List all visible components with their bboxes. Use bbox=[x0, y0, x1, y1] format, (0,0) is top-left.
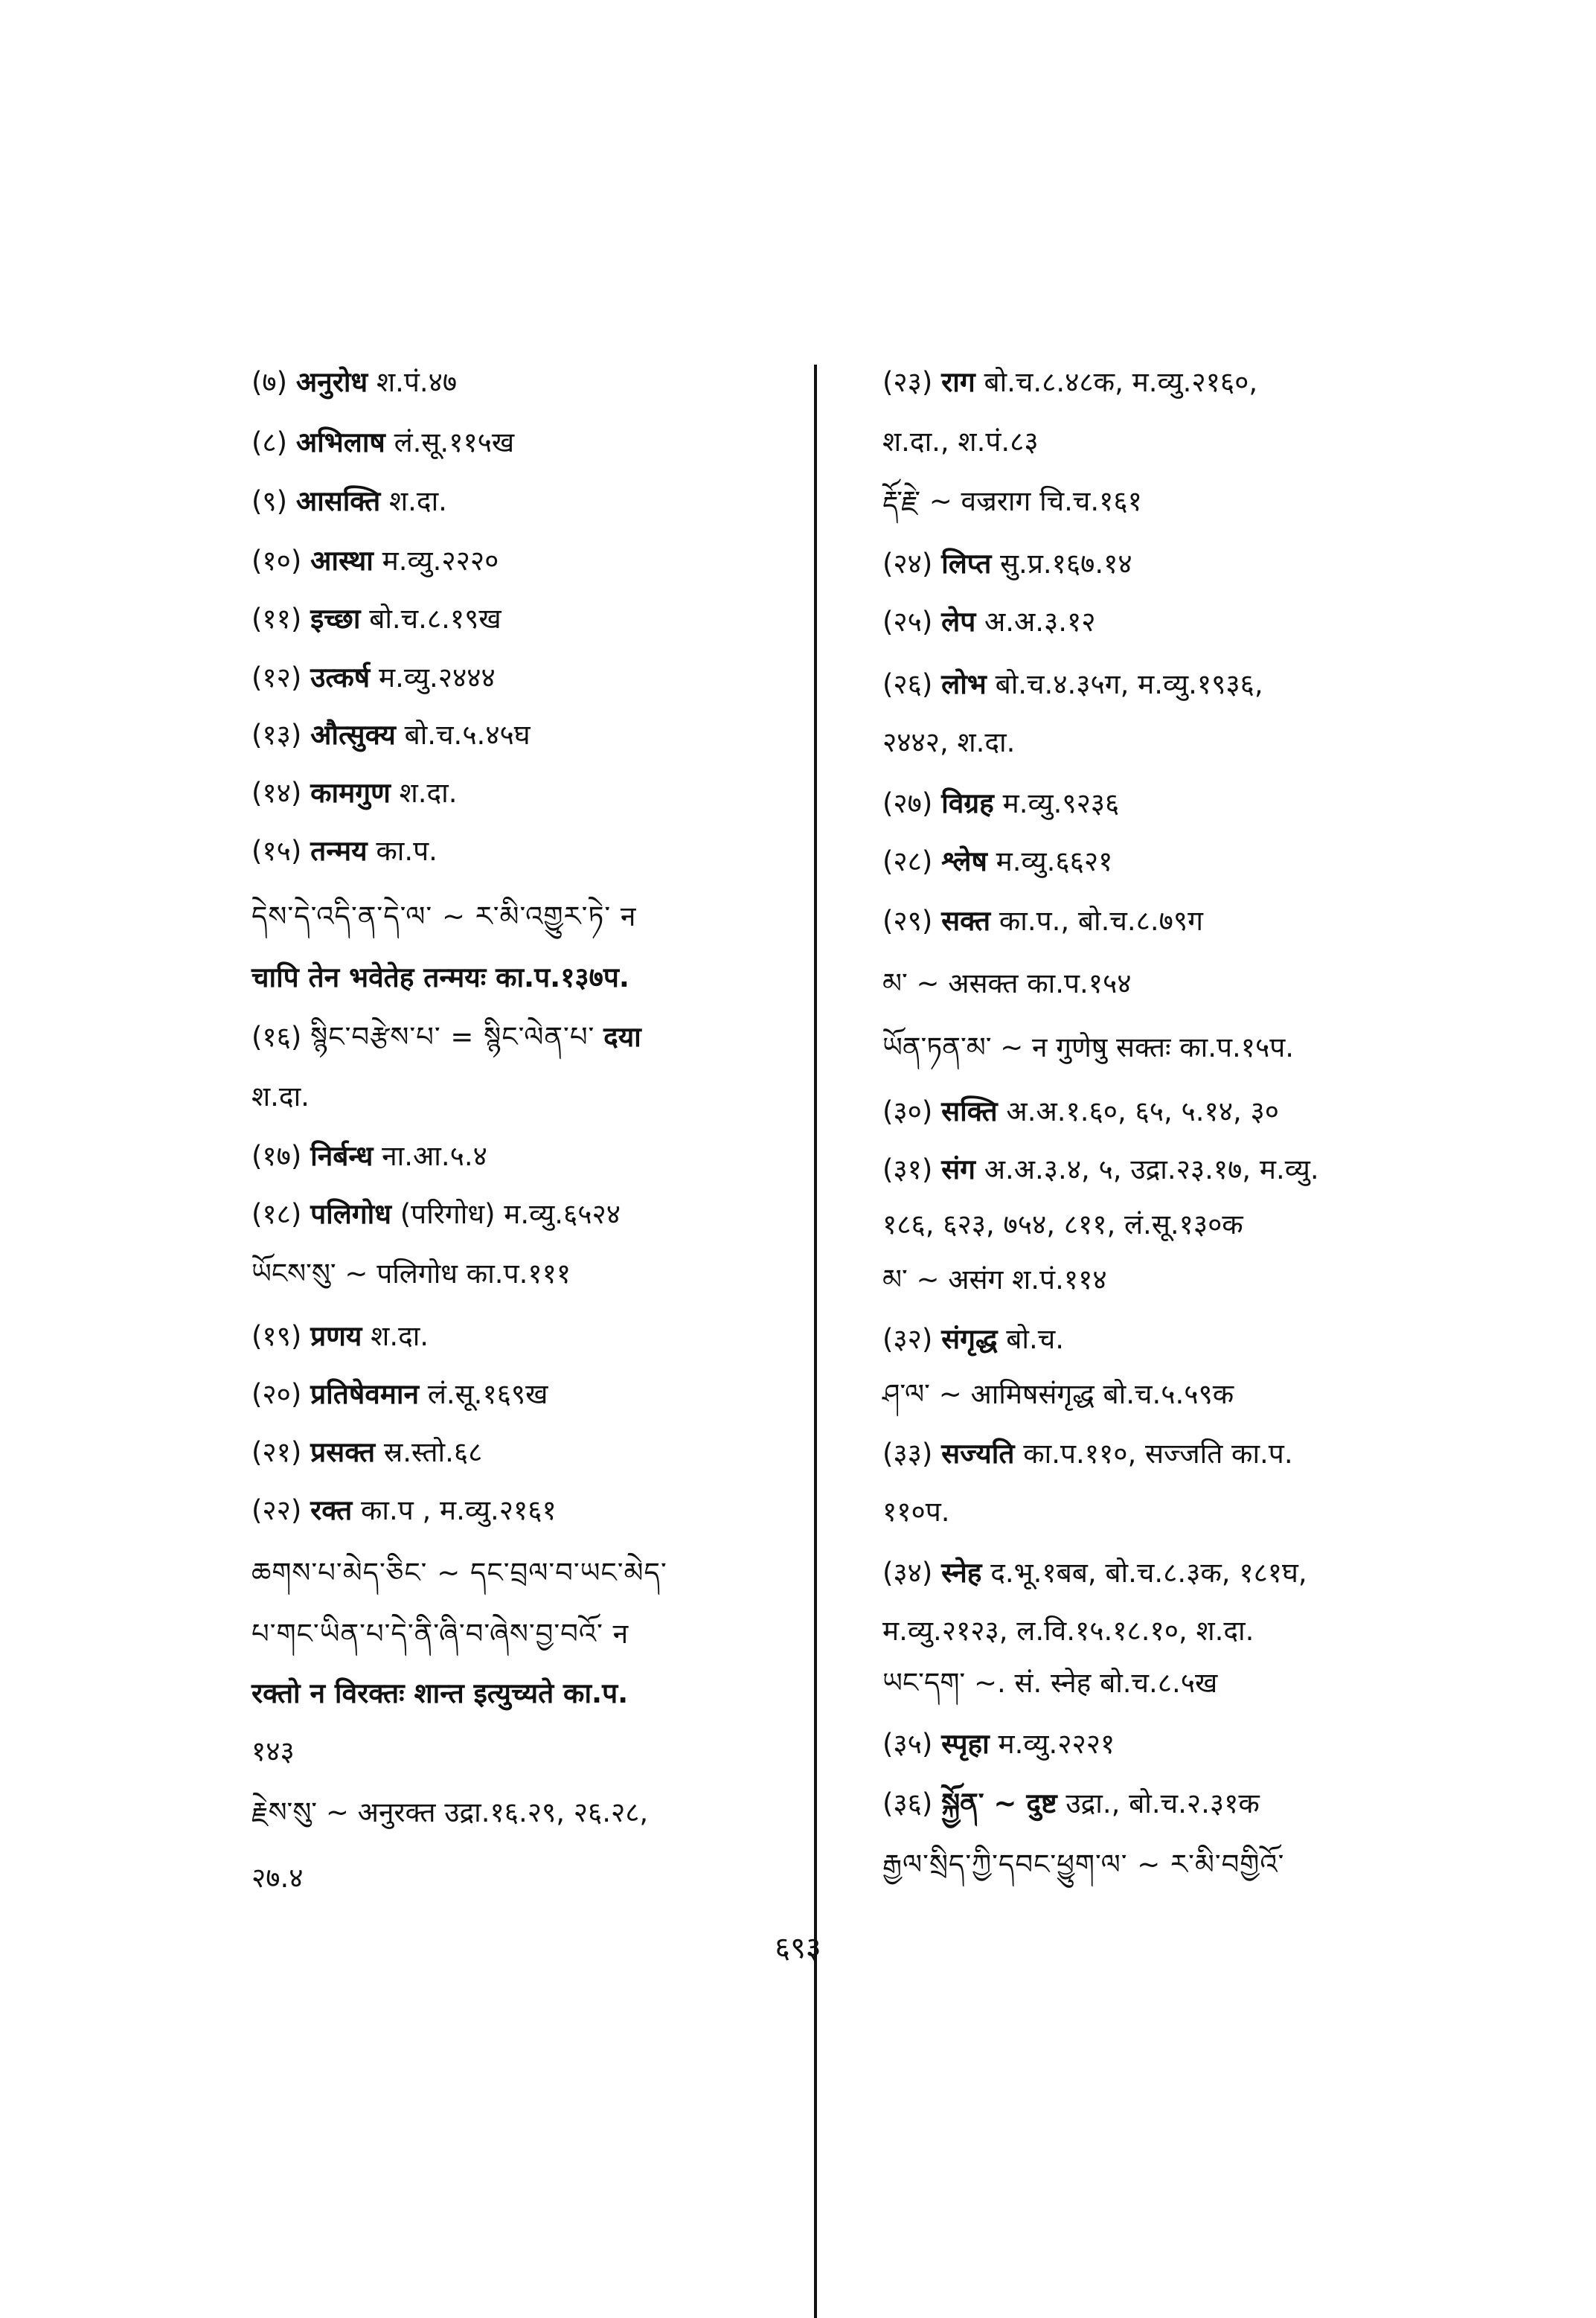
entry-36 bbox=[882, 1786, 1260, 1822]
entry-reference: बो.च. bbox=[1006, 1323, 1065, 1355]
entry-number: (९) bbox=[251, 485, 288, 517]
entry-headword: लोभ bbox=[941, 668, 987, 700]
subentry-line: མ་ ~ असंग श.पं.११४ bbox=[882, 1264, 1107, 1296]
entry-number: (१४) bbox=[251, 777, 302, 809]
entry-number: (२७) bbox=[882, 787, 933, 819]
entry-15 bbox=[251, 833, 438, 869]
entry-number: (३०) bbox=[882, 1095, 933, 1127]
entry-headword: विग्रह bbox=[941, 787, 994, 819]
entry-reference: श.दा. bbox=[389, 485, 447, 517]
entry-reference: लं.सू.१६९ख bbox=[427, 1378, 548, 1410]
entry-number: (१०) bbox=[251, 545, 302, 577]
entry-number: (१२) bbox=[251, 662, 302, 694]
continuation-line: ११०प. bbox=[882, 1496, 950, 1528]
entry-reference: का.प. bbox=[376, 835, 438, 867]
entry-number: (१३) bbox=[251, 719, 302, 751]
entry-35 bbox=[882, 1726, 1115, 1762]
entry-reference: ना.आ.५.४ bbox=[382, 1140, 487, 1172]
entry-30 bbox=[882, 1094, 1279, 1130]
continuation-line: १४३ bbox=[251, 1735, 295, 1767]
entry-reference: द.भू.१बब, बो.च.८.३क, १८१घ, bbox=[990, 1557, 1307, 1589]
entry-headword: लिप्त bbox=[941, 548, 992, 580]
entry-24 bbox=[882, 546, 1132, 582]
entry-reference: श.पं.४७ bbox=[376, 366, 458, 398]
entry-headword: प्रसक्त bbox=[310, 1436, 376, 1468]
entry-headword: संग bbox=[941, 1153, 975, 1185]
entry-28 bbox=[882, 844, 1112, 880]
entry-headword: पलिगोध bbox=[310, 1198, 391, 1230]
continuation-line: श.दा. bbox=[251, 1080, 310, 1112]
entry-number: (८) bbox=[251, 426, 288, 458]
entry-11 bbox=[251, 601, 501, 637]
entry-headword: प्रतिषेवमान bbox=[310, 1378, 420, 1410]
entry-number: (११) bbox=[251, 603, 302, 635]
entry-14 bbox=[251, 775, 458, 811]
entry-number: (२४) bbox=[882, 548, 933, 580]
entry-9 bbox=[251, 484, 447, 519]
sanskrit-example-line: रक्तो न विरक्तः शान्त इत्युच्यते का.प. bbox=[251, 1677, 629, 1709]
continuation-line: म.व्यु.२१२३, ल.वि.१५.१८.१०, श.दा. bbox=[882, 1615, 1254, 1647]
entry-13 bbox=[251, 717, 531, 753]
entry-reference: दया bbox=[603, 1021, 641, 1053]
entry-number: (१६) bbox=[251, 1021, 302, 1053]
entry-headword: रक्त bbox=[310, 1494, 353, 1526]
entry-headword: སྙིང་བརྩེས་པ་ = སྙིང་ལེན་པ་ bbox=[310, 1021, 595, 1053]
entry-21 bbox=[251, 1435, 482, 1470]
entry-headword: स्नेह bbox=[941, 1557, 982, 1589]
continuation-line: २७.४ bbox=[251, 1862, 304, 1894]
continuation-line: १८६, ६२३, ७५४, ८११, लं.सू.१३०क bbox=[882, 1208, 1243, 1240]
subentry-line: ཡོན་ཏན་མ་ ~ न गुणेषु सक्तः का.प.१५प. bbox=[882, 1031, 1294, 1063]
entry-reference: (परिगोध) म.व्यु.६५२४ bbox=[400, 1198, 621, 1230]
entry-headword: सज्यति bbox=[941, 1438, 1015, 1470]
entry-headword: उत्कर्ष bbox=[310, 662, 371, 694]
entry-number: (१९) bbox=[251, 1320, 302, 1352]
sanskrit-example-line: चापि तेन भवेतेह तन्मयः का.प.१३७प. bbox=[251, 961, 629, 993]
entry-number: (३३) bbox=[882, 1438, 933, 1470]
entry-number: (२०) bbox=[251, 1378, 302, 1410]
entry-reference: म.व्यु.६६२१ bbox=[996, 845, 1113, 877]
entry-reference: म.व्यु.२२२१ bbox=[998, 1728, 1115, 1760]
continuation-line: श.दा., श.पं.८३ bbox=[882, 426, 1039, 458]
entry-reference: अ.अ.३.१२ bbox=[984, 606, 1096, 638]
entry-number: (२३) bbox=[882, 366, 933, 398]
entry-reference: बो.च.४.३५ग, म.व्यु.१९३६, bbox=[995, 668, 1263, 700]
entry-headword: राग bbox=[941, 366, 975, 398]
entry-23 bbox=[882, 365, 1257, 400]
entry-number: (१५) bbox=[251, 835, 302, 867]
entry-reference: लं.सू.११५ख bbox=[394, 426, 515, 458]
entry-12 bbox=[251, 660, 496, 696]
entry-number: (३६) bbox=[882, 1787, 933, 1819]
entry-number: (१८) bbox=[251, 1198, 302, 1230]
entry-16 bbox=[251, 1019, 641, 1055]
entry-reference: सु.प्र.१६७.१४ bbox=[1000, 548, 1132, 580]
entry-headword: आसक्ति bbox=[295, 485, 381, 517]
tibetan-example-line: དེས་དེ་འདི་ན་དེ་ལ་ ~ ར་མི་འགྱུར་ཏེ་ न bbox=[251, 900, 637, 932]
entry-reference: अ.अ.१.६०, ६५, ५.१४, ३० bbox=[1006, 1095, 1279, 1127]
entry-reference: श.दा. bbox=[371, 1320, 429, 1352]
entry-26 bbox=[882, 667, 1263, 702]
entry-headword: इच्छा bbox=[310, 603, 361, 635]
entry-headword: आस्था bbox=[310, 545, 374, 577]
entry-reference: उद्रा., बो.च.२.३१क bbox=[1065, 1787, 1260, 1819]
entry-10 bbox=[251, 543, 499, 579]
entry-number: (२५) bbox=[882, 606, 933, 638]
subentry-line: རྗེས་སུ་ ~ अनुरक्त उद्रा.१६.२९, २६.२८, bbox=[251, 1796, 649, 1828]
entry-number: (२२) bbox=[251, 1494, 302, 1526]
entry-reference: श.दा. bbox=[399, 777, 458, 809]
entry-headword: संगृद्ध bbox=[941, 1323, 998, 1355]
entry-31 bbox=[882, 1152, 1319, 1188]
entry-reference: स्र.स्तो.६८ bbox=[383, 1436, 483, 1468]
entry-headword: कामगुण bbox=[310, 777, 391, 809]
entry-number: (२९) bbox=[882, 905, 933, 937]
entry-reference: बो.च.८.४८क, म.व्यु.२१६०, bbox=[984, 366, 1258, 398]
entry-20 bbox=[251, 1377, 548, 1412]
tibetan-example-line: ཆགས་པ་མེད་ཅིང་ ~ དང་བྲལ་བ་ཡང་མེད་ bbox=[251, 1557, 667, 1589]
entry-number: (३५) bbox=[882, 1728, 933, 1760]
entry-number: (१७) bbox=[251, 1140, 302, 1172]
entry-number: (७) bbox=[251, 366, 288, 398]
entry-18 bbox=[251, 1197, 621, 1232]
entry-number: (२६) bbox=[882, 668, 933, 700]
entry-reference: बो.च.५.४५घ bbox=[404, 719, 531, 751]
tibetan-example-line: རྒྱལ་སྲིད་ཀྱི་དབང་ཕྱུག་ལ་ ~ ར་མི་བགྱིའོ་ bbox=[882, 1848, 1285, 1880]
entry-headword: स्पृहा bbox=[941, 1728, 990, 1760]
page-number: ६९३ bbox=[775, 1931, 821, 1965]
entry-27 bbox=[882, 786, 1119, 822]
subentry-line: ཤ་ལ་ ~ आमिषसंगृद्ध बो.च.५.५९क bbox=[882, 1378, 1234, 1410]
entry-22 bbox=[251, 1493, 557, 1528]
subentry-line: རྡོ་རྗེ་ ~ वज्रराग चि.च.१६१ bbox=[882, 485, 1142, 517]
subentry-line: ཡང་དག་ ~. सं. स्नेह बो.च.८.५ख bbox=[882, 1667, 1218, 1699]
entry-19 bbox=[251, 1319, 429, 1354]
entry-headword: लेप bbox=[941, 606, 976, 638]
entry-reference: बो.च.८.१९ख bbox=[369, 603, 501, 635]
entry-number: (३१) bbox=[882, 1153, 933, 1185]
entry-32 bbox=[882, 1322, 1064, 1357]
entry-headword: सक्त bbox=[941, 905, 991, 937]
tibetan-example-line: པ་གང་ཡིན་པ་དེ་ནི་ཞི་བ་ཞེས་བྱ་བའོ་ न bbox=[251, 1618, 629, 1650]
entry-17 bbox=[251, 1139, 487, 1174]
column-divider bbox=[814, 365, 817, 2318]
entry-reference: का.प.११०, सज्जति का.प. bbox=[1023, 1438, 1293, 1470]
entry-headword: सक्ति bbox=[941, 1095, 998, 1127]
subentry-line: མ་ ~ असक्त का.प.१५४ bbox=[882, 967, 1132, 999]
entry-reference: का.प , म.व्यु.२१६१ bbox=[360, 1494, 557, 1526]
entry-number: (२१) bbox=[251, 1436, 302, 1468]
entry-reference: का.प., बो.च.८.७९ग bbox=[999, 905, 1203, 937]
entry-25 bbox=[882, 604, 1096, 640]
entry-number: (३४) bbox=[882, 1557, 933, 1589]
entry-headword: अनुरोध bbox=[295, 366, 368, 398]
subentry-line: ཡོངས་སུ་ ~ पलिगोध का.प.१११ bbox=[251, 1258, 571, 1290]
entry-34 bbox=[882, 1555, 1307, 1591]
entry-headword: निर्बन्ध bbox=[310, 1140, 374, 1172]
entry-33 bbox=[882, 1436, 1293, 1472]
entry-number: (२८) bbox=[882, 845, 933, 877]
entry-8 bbox=[251, 425, 514, 461]
entry-number: (३२) bbox=[882, 1323, 933, 1355]
entry-headword: अभिलाष bbox=[295, 426, 385, 458]
entry-headword: प्रणय bbox=[310, 1320, 362, 1352]
continuation-line: २४४२, श.दा. bbox=[882, 726, 1016, 758]
entry-reference: अ.अ.३.४, ५, उद्रा.२३.१७, म.व्यु. bbox=[984, 1153, 1319, 1185]
entry-headword: श्लेष bbox=[941, 845, 987, 877]
entry-7 bbox=[251, 365, 457, 400]
entry-reference: म.व्यु.२४४४ bbox=[378, 662, 496, 694]
entry-29 bbox=[882, 903, 1203, 939]
entry-reference: म.व्यु.९२३६ bbox=[1002, 787, 1120, 819]
entry-headword: སྐྱོན་ ~ दुष्ट bbox=[941, 1787, 1057, 1819]
entry-headword: औत्सुक्य bbox=[310, 719, 396, 751]
entry-reference: म.व्यु.२२२० bbox=[382, 545, 499, 577]
entry-headword: तन्मय bbox=[310, 835, 368, 867]
